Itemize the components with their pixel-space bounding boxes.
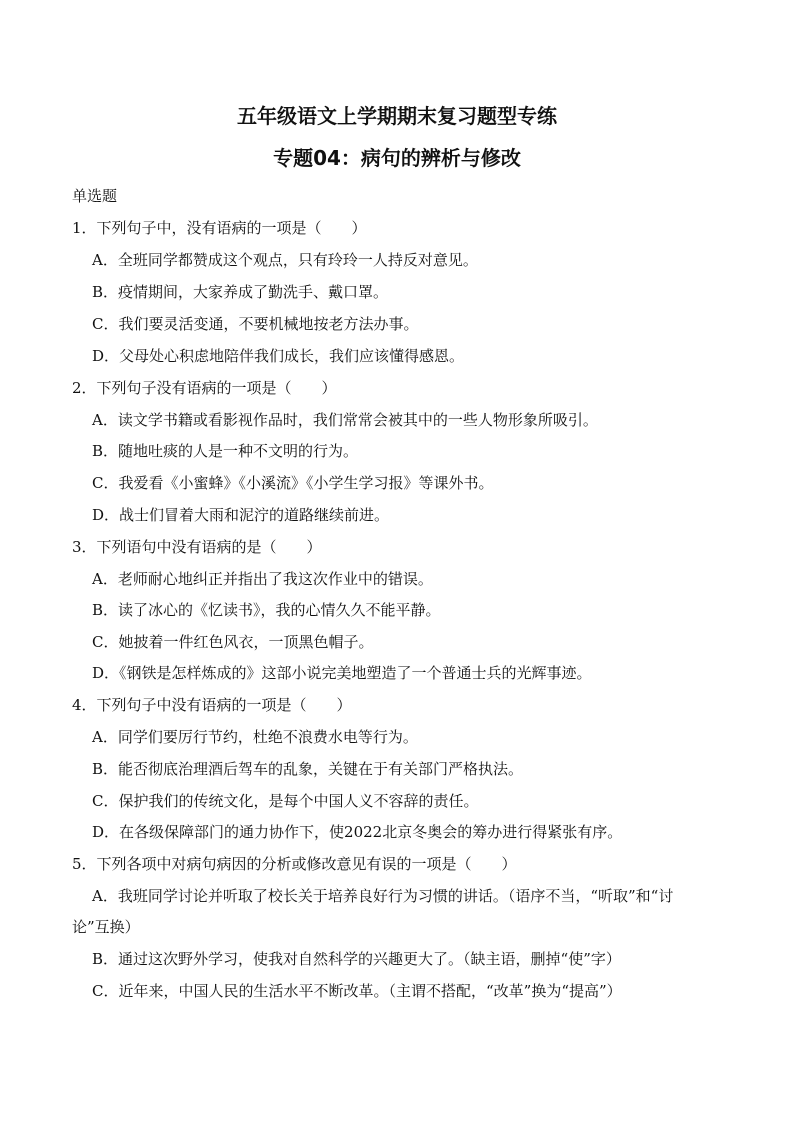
question-option: C．我爱看《小蜜蜂》《小溪流》《小学生学习报》等课外书。 [92,474,494,492]
question-stem: 5．下列各项中对病句病因的分析或修改意见有误的一项是（ ） [72,855,517,873]
document-title: 五年级语文上学期期末复习题型专练 [237,104,557,128]
question-stem: 3．下列语句中没有语病的是（ ） [72,538,322,556]
question-option: D．《钢铁是怎样炼成的》这部小说完美地塑造了一个普通士兵的光辉事迹。 [92,664,592,682]
question-option-continuation: 论”互换） [72,918,140,936]
section-heading: 单选题 [72,187,118,205]
question-stem: 4．下列句子中没有语病的一项是（ ） [72,696,352,714]
document-subtitle: 专题04：病句的辨析与修改 [273,146,521,170]
question-option: C．保护我们的传统文化，是每个中国人义不容辞的责任。 [92,792,479,810]
question-option: B．通过这次野外学习，使我对自然科学的兴趣更大了。（缺主语，删掉“使”字） [92,950,621,968]
question-option: B．疫情期间，大家养成了勤洗手、戴口罩。 [92,283,389,301]
question-stem: 1．下列句子中，没有语病的一项是（ ） [72,219,367,237]
question-option: D．战士们冒着大雨和泥泞的道路继续前进。 [92,506,390,524]
question-option: D．在各级保障部门的通力协作下，使2022北京冬奥会的筹办进行得紧张有序。 [92,823,623,841]
question-option: C．她披着一件红色风衣，一顶黑色帽子。 [92,633,374,651]
question-option: C．近年来，中国人民的生活水平不断改革。（主谓不搭配，“改革”换为“提高”） [92,982,622,1000]
question-option: B．读了冰心的《忆读书》，我的心情久久不能平静。 [92,601,441,619]
question-option: B．随地吐痰的人是一种不文明的行为。 [92,442,359,460]
question-option: D．父母处心积虑地陪伴我们成长，我们应该懂得感恩。 [92,347,465,365]
question-option: A．我班同学讨论并听取了校长关于培养良好行为习惯的讲话。（语序不当，“听取”和“讨 [92,887,674,905]
question-option: A．全班同学都赞成这个观点，只有玲玲一人持反对意见。 [92,251,478,269]
question-option: A．老师耐心地纠正并指出了我这次作业中的错误。 [92,570,433,588]
question-option: B．能否彻底治理酒后驾车的乱象，关键在于有关部门严格执法。 [92,760,524,778]
question-option: A．同学们要厉行节约，杜绝不浪费水电等行为。 [92,728,418,746]
question-option: A．读文学书籍或看影视作品时，我们常常会被其中的一些人物形象所吸引。 [92,411,598,429]
question-stem: 2．下列句子没有语病的一项是（ ） [72,379,337,397]
question-option: C．我们要灵活变通，不要机械地按老方法办事。 [92,315,419,333]
